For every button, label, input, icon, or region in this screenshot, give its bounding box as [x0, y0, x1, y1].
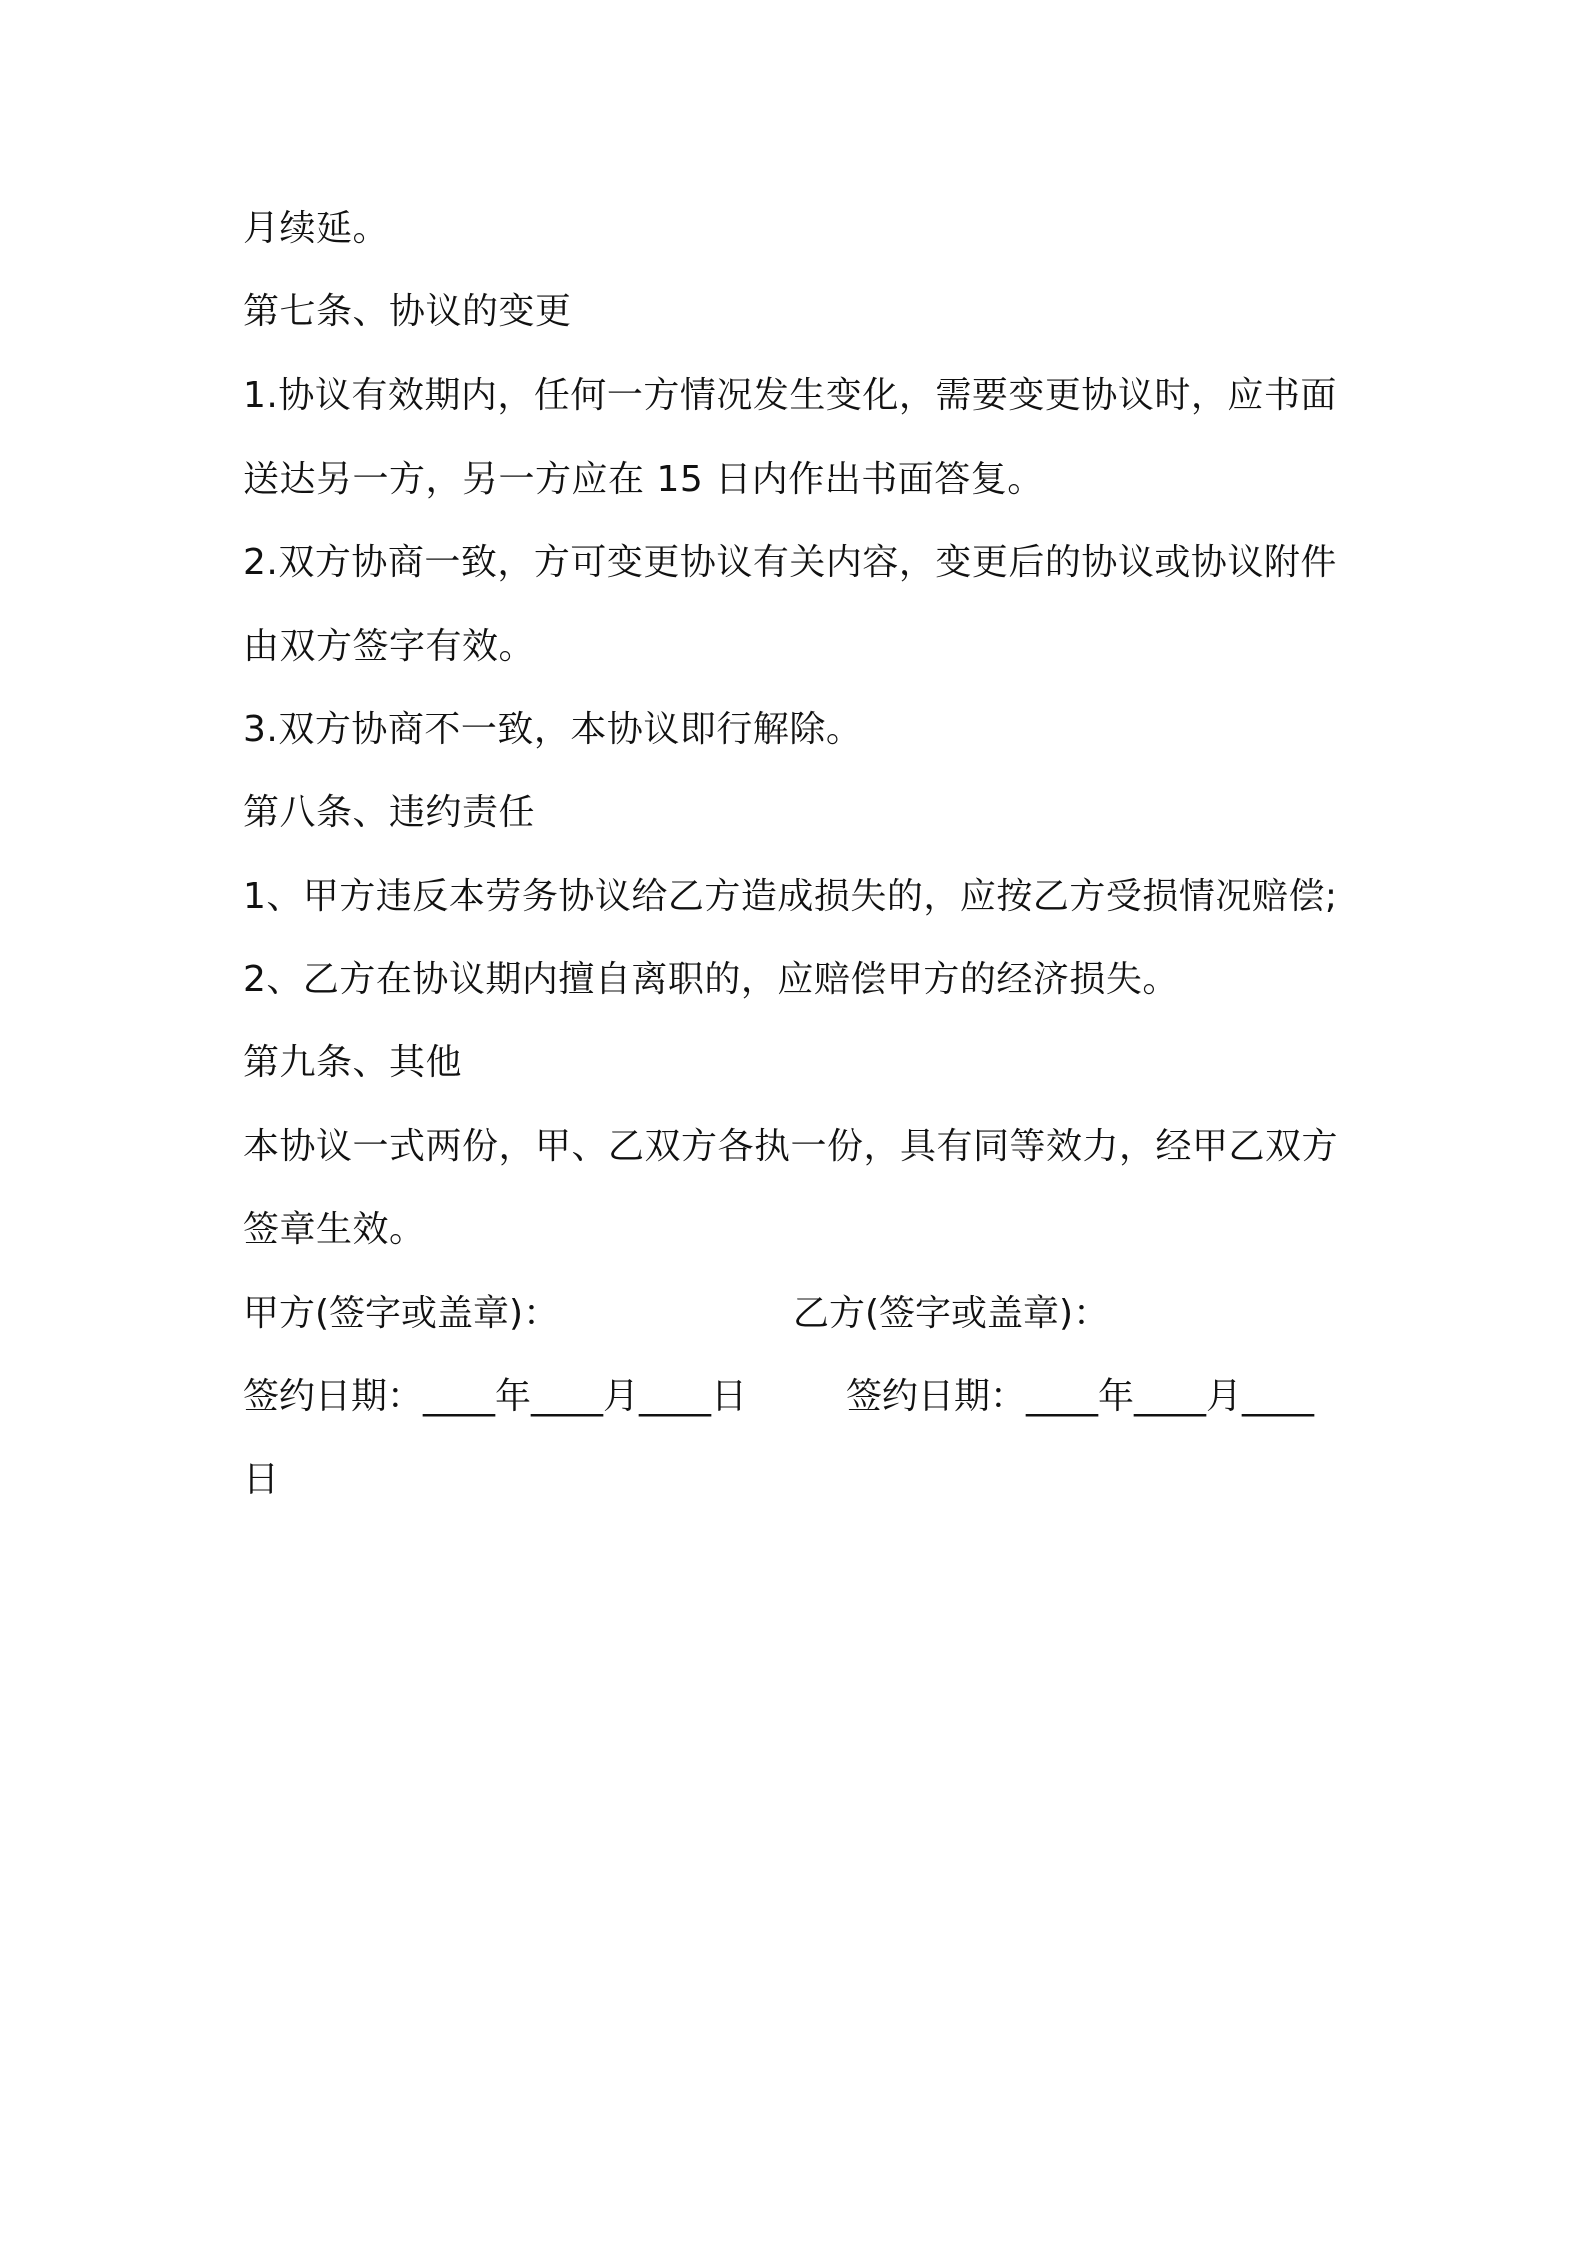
text-line: 签章生效。	[243, 1209, 426, 1250]
text-line: 1.协议有效期内，任何一方情况发生变化，需要变更协议时，应书面	[243, 375, 1337, 416]
text-line: 2.双方协商一致，方可变更协议有关内容，变更后的协议或协议附件	[243, 542, 1337, 583]
party-a-signing-date: 签约日期：____年____月____日	[243, 1376, 748, 1417]
text-line: 1、甲方违反本劳务协议给乙方造成损失的，应按乙方受损情况赔偿;	[243, 876, 1338, 917]
party-b-signature-label: 乙方(签字或盖章)：	[793, 1293, 1110, 1334]
section-heading-8: 第八条、违约责任	[243, 792, 536, 833]
text-line: 2、乙方在协议期内擅自离职的，应赔偿甲方的经济损失。	[243, 959, 1179, 1000]
section-heading-7: 第七条、协议的变更	[243, 291, 572, 332]
text-line: 3.双方协商不一致，本协议即行解除。	[243, 709, 863, 750]
text-line: 送达另一方，另一方应在 15 日内作出书面答复。	[243, 459, 1044, 500]
party-a-signature-label: 甲方(签字或盖章)：	[243, 1293, 560, 1334]
party-b-signing-date-day: 日	[243, 1459, 280, 1500]
party-b-signing-date: 签约日期：____年____月____	[846, 1376, 1315, 1417]
text-line: 本协议一式两份，甲、乙双方各执一份，具有同等效力，经甲乙双方	[243, 1126, 1339, 1167]
section-heading-9: 第九条、其他	[243, 1042, 463, 1083]
text-line: 月续延。	[243, 208, 390, 249]
text-line: 由双方签字有效。	[243, 626, 536, 667]
